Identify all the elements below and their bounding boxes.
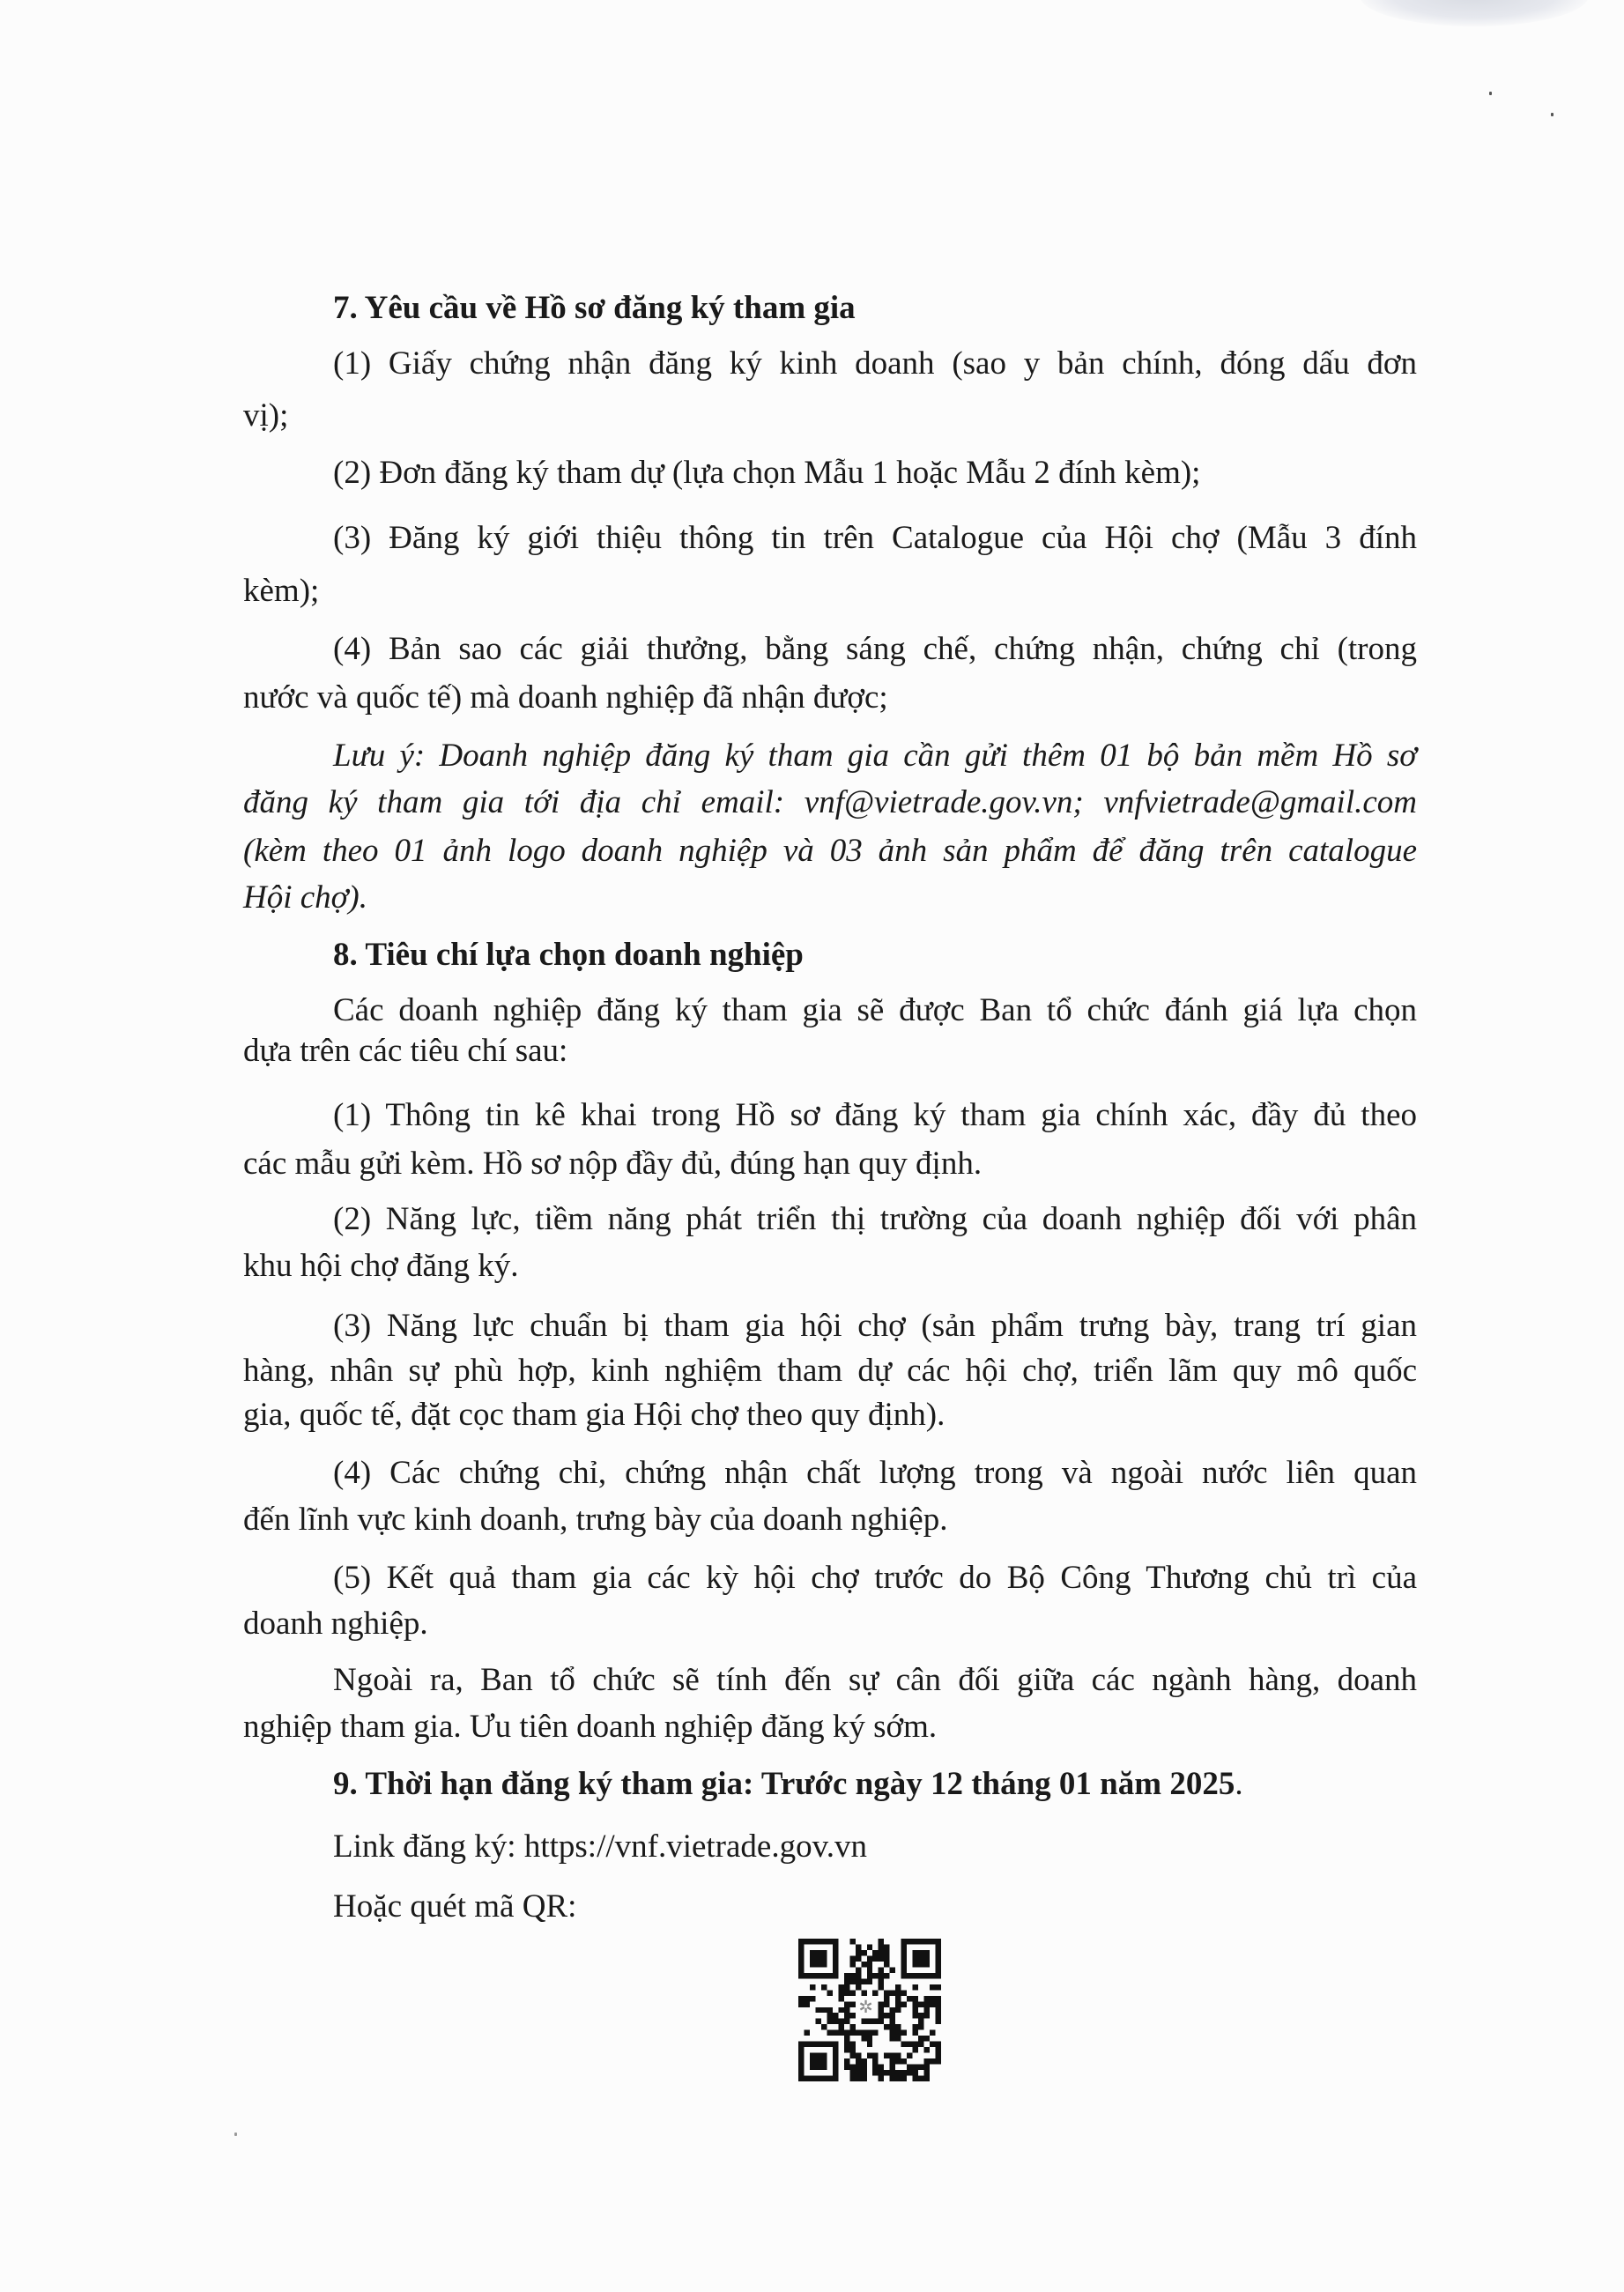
qr-module <box>838 1996 843 2001</box>
qr-module <box>821 1984 827 1990</box>
qr-module <box>930 1996 935 2001</box>
qr-module <box>844 2013 849 2018</box>
qr-module <box>936 2001 941 2006</box>
qr-module <box>936 1984 941 1990</box>
qr-finder <box>798 1939 838 1944</box>
qr-module <box>913 2024 918 2029</box>
qr-module <box>936 2013 941 2018</box>
qr-module <box>895 2053 901 2058</box>
qr-module <box>844 1973 849 1978</box>
qr-module <box>936 2042 941 2047</box>
qr-module <box>895 1990 901 1995</box>
qr-module <box>849 1962 855 1967</box>
qr-finder <box>810 2053 827 2070</box>
qr-module <box>879 1978 884 1984</box>
qr-module <box>861 2058 866 2064</box>
qr-module <box>861 2036 866 2041</box>
qr-module <box>879 1944 884 1949</box>
qr-module <box>901 2058 907 2064</box>
qr-module <box>907 2065 912 2070</box>
qr-module <box>895 2030 901 2036</box>
qr-module <box>918 2001 923 2006</box>
qr-module <box>901 2042 907 2047</box>
qr-module <box>867 1955 872 1961</box>
qr-module <box>844 2065 849 2070</box>
qr-module <box>913 2007 918 2013</box>
qr-module <box>918 2076 923 2081</box>
qr-module <box>861 1990 866 1995</box>
qr-module <box>844 2036 849 2041</box>
qr-module <box>936 2058 941 2064</box>
qr-finder <box>901 1939 941 1944</box>
qr-module <box>890 2036 895 2041</box>
qr-module <box>861 2030 866 2036</box>
qr-module <box>913 2070 918 2075</box>
qr-module <box>861 1950 866 1955</box>
qr-module <box>849 2053 855 2058</box>
qr-module <box>924 2076 930 2081</box>
qr-module <box>918 2036 923 2041</box>
qr-module <box>913 2047 918 2052</box>
qr-module <box>833 2030 838 2036</box>
qr-module <box>856 2070 861 2075</box>
qr-module <box>856 2053 861 2058</box>
qr-module <box>844 1984 849 1990</box>
qr-module <box>827 2019 832 2024</box>
qr-module <box>838 2024 843 2029</box>
qr-module <box>930 2001 935 2006</box>
qr-module <box>849 1990 855 1995</box>
qr-module <box>844 2007 849 2013</box>
qr-module <box>890 2070 895 2075</box>
qr-module <box>918 2013 923 2018</box>
qr-module <box>849 2030 855 2036</box>
qr-module <box>924 2065 930 2070</box>
qr-module <box>867 2053 872 2058</box>
qr-finder <box>901 1973 941 1978</box>
qr-module <box>804 2030 809 2036</box>
qr-module <box>838 1984 843 1990</box>
note-line: Lưu ý: Doanh nghiệp đăng ký tham gia cần gửi thêm 01 bộ bản mềm Hồ sơ <box>333 738 1417 774</box>
qr-module <box>867 2019 872 2024</box>
qr-module <box>867 1978 872 1984</box>
scan-shadow <box>1360 0 1589 26</box>
qr-module <box>879 2076 884 2081</box>
qr-finder <box>936 1939 941 1978</box>
qr-module <box>879 2007 884 2013</box>
scan-speck <box>234 2133 237 2136</box>
qr-module <box>924 2058 930 2064</box>
qr-module <box>798 1996 804 2001</box>
qr-module <box>913 2042 918 2047</box>
requirement-line: vị); <box>243 397 289 434</box>
qr-module <box>838 2007 843 2013</box>
requirement-line: (3) Đăng ký giới thiệu thông tin trên Catalogue của Hội chợ (Mẫu 3 đính <box>333 520 1417 556</box>
qr-module <box>936 1996 941 2001</box>
qr-module <box>844 2030 849 2036</box>
criteria-line: (5) Kết quả tham gia các kỳ hội chợ trước do Bộ Công Thương chủ trì của <box>333 1560 1417 1596</box>
intro-line: Các doanh nghiệp đăng ký tham gia sẽ được Ban tổ chức đánh giá lựa chọn <box>333 992 1417 1028</box>
note-line: (kèm theo 01 ảnh logo doanh nghiệp và 03 ảnh sản phẩm để đăng trên catalogue <box>243 833 1417 869</box>
qr-module <box>884 1955 889 1961</box>
qr-module <box>838 2019 843 2024</box>
qr-module <box>838 2030 843 2036</box>
qr-module <box>879 2013 884 2018</box>
qr-module <box>895 2070 901 2075</box>
qr-module <box>924 1996 930 2001</box>
requirement-line: (2) Đơn đăng ký tham dự (lựa chọn Mẫu 1 hoặc Mẫu 2 đính kèm); <box>333 455 1201 491</box>
requirement-line: nước và quốc tế) mà doanh nghiệp đã nhận được; <box>243 679 888 716</box>
qr-module <box>890 1990 895 1995</box>
qr-module <box>861 2019 866 2024</box>
scan-speck <box>1551 113 1554 116</box>
qr-module <box>913 2001 918 2006</box>
qr-module <box>895 2036 901 2041</box>
qr-module <box>901 2030 907 2036</box>
qr-module <box>827 2013 832 2018</box>
qr-module <box>884 2001 889 2006</box>
qr-logo-icon: ✲ <box>858 1999 873 2018</box>
criteria-line: gia, quốc tế, đặt cọc tham gia Hội chợ theo quy định). <box>243 1397 945 1433</box>
qr-module <box>879 2001 884 2006</box>
qr-module <box>884 1973 889 1978</box>
qr-module <box>849 2070 855 2075</box>
outro-line: nghiệp tham gia. Ưu tiên doanh nghiệp đăng ký sớm. <box>243 1709 938 1745</box>
qr-module <box>844 2058 849 2064</box>
qr-module <box>872 2070 878 2075</box>
qr-module <box>856 2058 861 2064</box>
criteria-line: hàng, nhân sự phù hợp, kinh nghiệm tham dự các hội chợ, triển lãm quy mô quốc <box>243 1353 1417 1389</box>
qr-module <box>884 1996 889 2001</box>
qr-module <box>884 2024 889 2029</box>
qr-module <box>890 2007 895 2013</box>
qr-module <box>827 1990 832 1995</box>
qr-module <box>901 2001 907 2006</box>
qr-module <box>856 1978 861 1984</box>
qr-module <box>867 1962 872 1967</box>
qr-module <box>810 1996 815 2001</box>
section-heading: 7. Yêu cầu về Hồ sơ đăng ký tham gia <box>333 290 856 326</box>
qr-module <box>930 1984 935 1990</box>
qr-module <box>913 2013 918 2018</box>
qr-module <box>827 2007 832 2013</box>
qr-module <box>884 1950 889 1955</box>
registration-link[interactable]: Link đăng ký: https://vnf.vietrade.gov.vn <box>333 1828 867 1865</box>
qr-finder <box>913 1950 930 1967</box>
qr-module <box>907 2053 912 2058</box>
qr-module <box>890 1967 895 1972</box>
deadline-heading <box>333 1762 1417 1806</box>
criteria-line: (2) Năng lực, tiềm năng phát triển thị trường của doanh nghiệp đối với phân <box>333 1201 1417 1237</box>
qr-module <box>861 2076 866 2081</box>
qr-module <box>930 2030 935 2036</box>
qr-finder <box>798 1973 838 1978</box>
qr-module <box>861 2065 866 2070</box>
qr-module <box>849 2065 855 2070</box>
qr-module <box>844 2047 849 2052</box>
qr-module <box>872 1955 878 1961</box>
qr-module <box>913 2076 918 2081</box>
qr-module <box>833 2019 838 2024</box>
requirement-line: (1) Giấy chứng nhận đăng ký kinh doanh (sao y bản chính, đóng dấu đơn <box>333 345 1417 382</box>
qr-module <box>856 1950 861 1955</box>
qr-module <box>861 1978 866 1984</box>
qr-module <box>867 1973 872 1978</box>
qr-module <box>879 1955 884 1961</box>
qr-module <box>856 1973 861 1978</box>
qr-module <box>849 2001 855 2006</box>
qr-module <box>890 2058 895 2064</box>
qr-module <box>901 2070 907 2075</box>
qr-module <box>895 2001 901 2006</box>
qr-module <box>849 2042 855 2047</box>
qr-module <box>872 2030 878 2036</box>
qr-module <box>918 2024 923 2029</box>
qr-module <box>856 2030 861 2036</box>
qr-module <box>849 2024 855 2029</box>
qr-module <box>890 2019 895 2024</box>
qr-module <box>833 2013 838 2018</box>
qr-module <box>907 2042 912 2047</box>
qr-module <box>856 1984 861 1990</box>
registration-qr-code[interactable] <box>797 1939 942 2081</box>
qr-module <box>849 2013 855 2018</box>
criteria-line: khu hội chợ đăng ký. <box>243 1248 519 1284</box>
qr-module <box>879 2019 884 2024</box>
qr-module <box>884 2053 889 2058</box>
qr-module <box>849 1973 855 1978</box>
qr-finder <box>901 1939 907 1978</box>
qr-module <box>890 2053 895 2058</box>
qr-module <box>867 2030 872 2036</box>
requirement-line: (4) Bản sao các giải thưởng, bằng sáng chế, chứng nhận, chứng chỉ (trong <box>333 631 1417 667</box>
qr-finder <box>798 2042 838 2047</box>
qr-module <box>821 2024 827 2029</box>
qr-module <box>849 2047 855 2052</box>
qr-module <box>867 1944 872 1949</box>
qr-module <box>913 1996 918 2001</box>
qr-module <box>879 2070 884 2075</box>
qr-module <box>821 2007 827 2013</box>
qr-module <box>867 1967 872 1972</box>
qr-module <box>936 2053 941 2058</box>
qr-module <box>861 2070 866 2075</box>
criteria-line: đến lĩnh vực kinh doanh, trưng bày của doanh nghiệp. <box>243 1502 948 1538</box>
qr-module <box>872 1990 878 1995</box>
qr-module <box>924 2047 930 2052</box>
qr-module <box>884 1944 889 1949</box>
qr-module <box>827 2030 832 2036</box>
qr-finder <box>810 1950 827 1967</box>
qr-module <box>810 1984 815 1990</box>
qr-module <box>872 1973 878 1978</box>
qr-module <box>879 2065 884 2070</box>
qr-module <box>924 2007 930 2013</box>
qr-module <box>884 1990 889 1995</box>
qr-module <box>930 2058 935 2064</box>
outro-line: Ngoài ra, Ban tổ chức sẽ tính đến sự cân đối giữa các ngành hàng, doanh <box>333 1662 1417 1698</box>
qr-finder <box>798 1939 804 1978</box>
qr-module <box>936 2047 941 2052</box>
deadline-period: . <box>1235 1766 1243 1802</box>
qr-module <box>815 2007 820 2013</box>
qr-module <box>901 1990 907 1995</box>
qr-finder <box>833 1939 838 1978</box>
criteria-line: các mẫu gửi kèm. Hồ sơ nộp đầy đủ, đúng hạn quy định. <box>243 1146 983 1182</box>
qr-module <box>849 1955 855 1961</box>
qr-module <box>867 2042 872 2047</box>
qr-module <box>890 2024 895 2029</box>
qr-module <box>872 2053 878 2058</box>
qr-module <box>918 2019 923 2024</box>
criteria-line: (3) Năng lực chuẩn bị tham gia hội chợ (sản phẩm trưng bày, trang trí gian <box>333 1308 1417 1344</box>
intro-line: dựa trên các tiêu chí sau: <box>243 1033 568 1069</box>
qr-module <box>884 2070 889 2075</box>
qr-module <box>924 2013 930 2018</box>
qr-label: Hoặc quét mã QR: <box>333 1888 577 1925</box>
qr-module <box>844 2019 849 2024</box>
qr-module <box>890 2030 895 2036</box>
qr-module <box>867 2036 872 2041</box>
qr-finder <box>833 2042 838 2081</box>
qr-module <box>856 2076 861 2081</box>
qr-module <box>936 2019 941 2024</box>
qr-module <box>872 2065 878 2070</box>
qr-module <box>936 2007 941 2013</box>
qr-module <box>872 2058 878 2064</box>
qr-module <box>890 2076 895 2081</box>
scan-speck <box>1489 92 1492 95</box>
qr-module <box>907 2070 912 2075</box>
qr-module <box>895 1984 901 1990</box>
qr-module <box>879 1984 884 1990</box>
qr-module <box>890 2013 895 2018</box>
qr-module <box>849 2076 855 2081</box>
qr-module <box>895 1996 901 2001</box>
qr-module <box>815 2019 820 2024</box>
qr-module <box>913 2030 918 2036</box>
qr-module <box>895 2058 901 2064</box>
qr-module <box>856 1967 861 1972</box>
qr-module <box>849 1978 855 1984</box>
qr-module <box>884 1962 889 1967</box>
qr-module <box>798 2001 804 2006</box>
qr-module <box>890 2065 895 2070</box>
qr-module <box>872 2019 878 2024</box>
deadline-text: 9. Thời hạn đăng ký tham gia: Trước ngày 12 tháng 01 năm 2025 <box>333 1766 1235 1802</box>
qr-module <box>838 1990 843 1995</box>
section-heading: 8. Tiêu chí lựa chọn doanh nghiệp <box>333 937 804 973</box>
qr-module <box>856 1944 861 1949</box>
qr-module <box>913 2065 918 2070</box>
criteria-line: doanh nghiệp. <box>243 1606 428 1642</box>
qr-module <box>844 2001 849 2006</box>
note-line: đăng ký tham gia tới địa chỉ email: vnf@vietrade.gov.vn; vnfvietrade@gmail.com <box>243 784 1417 820</box>
qr-module <box>895 2076 901 2081</box>
qr-module <box>884 2013 889 2018</box>
qr-finder <box>798 2042 804 2081</box>
qr-module <box>879 1950 884 1955</box>
criteria-line: (1) Thông tin kê khai trong Hồ sơ đăng ký tham gia chính xác, đầy đủ theo <box>333 1097 1417 1133</box>
qr-module <box>844 2042 849 2047</box>
qr-module <box>856 2065 861 2070</box>
qr-module <box>879 1939 884 1944</box>
qr-module <box>913 1984 918 1990</box>
qr-module <box>804 1996 809 2001</box>
qr-module <box>924 2036 930 2041</box>
requirement-line: kèm); <box>243 573 320 609</box>
qr-module <box>849 1939 855 1944</box>
qr-module <box>924 2070 930 2075</box>
qr-module <box>879 1973 884 1978</box>
note-line: Hội chợ). <box>243 879 367 916</box>
qr-module <box>901 2076 907 2081</box>
qr-module <box>861 1962 866 1967</box>
qr-finder <box>798 2076 838 2081</box>
qr-module <box>907 1996 912 2001</box>
qr-module <box>895 2024 901 2029</box>
qr-module <box>804 2001 809 2006</box>
qr-module <box>895 2007 901 2013</box>
qr-module <box>872 1950 878 1955</box>
criteria-line: (4) Các chứng chỉ, chứng nhận chất lượng trong và ngoài nước liên quan <box>333 1455 1417 1491</box>
qr-module <box>844 1990 849 1995</box>
qr-module <box>844 1978 849 1984</box>
qr-module <box>930 2042 935 2047</box>
qr-module <box>918 2042 923 2047</box>
qr-module <box>924 2001 930 2006</box>
qr-module <box>879 1967 884 1972</box>
qr-module <box>918 2065 923 2070</box>
qr-module <box>856 1955 861 1961</box>
